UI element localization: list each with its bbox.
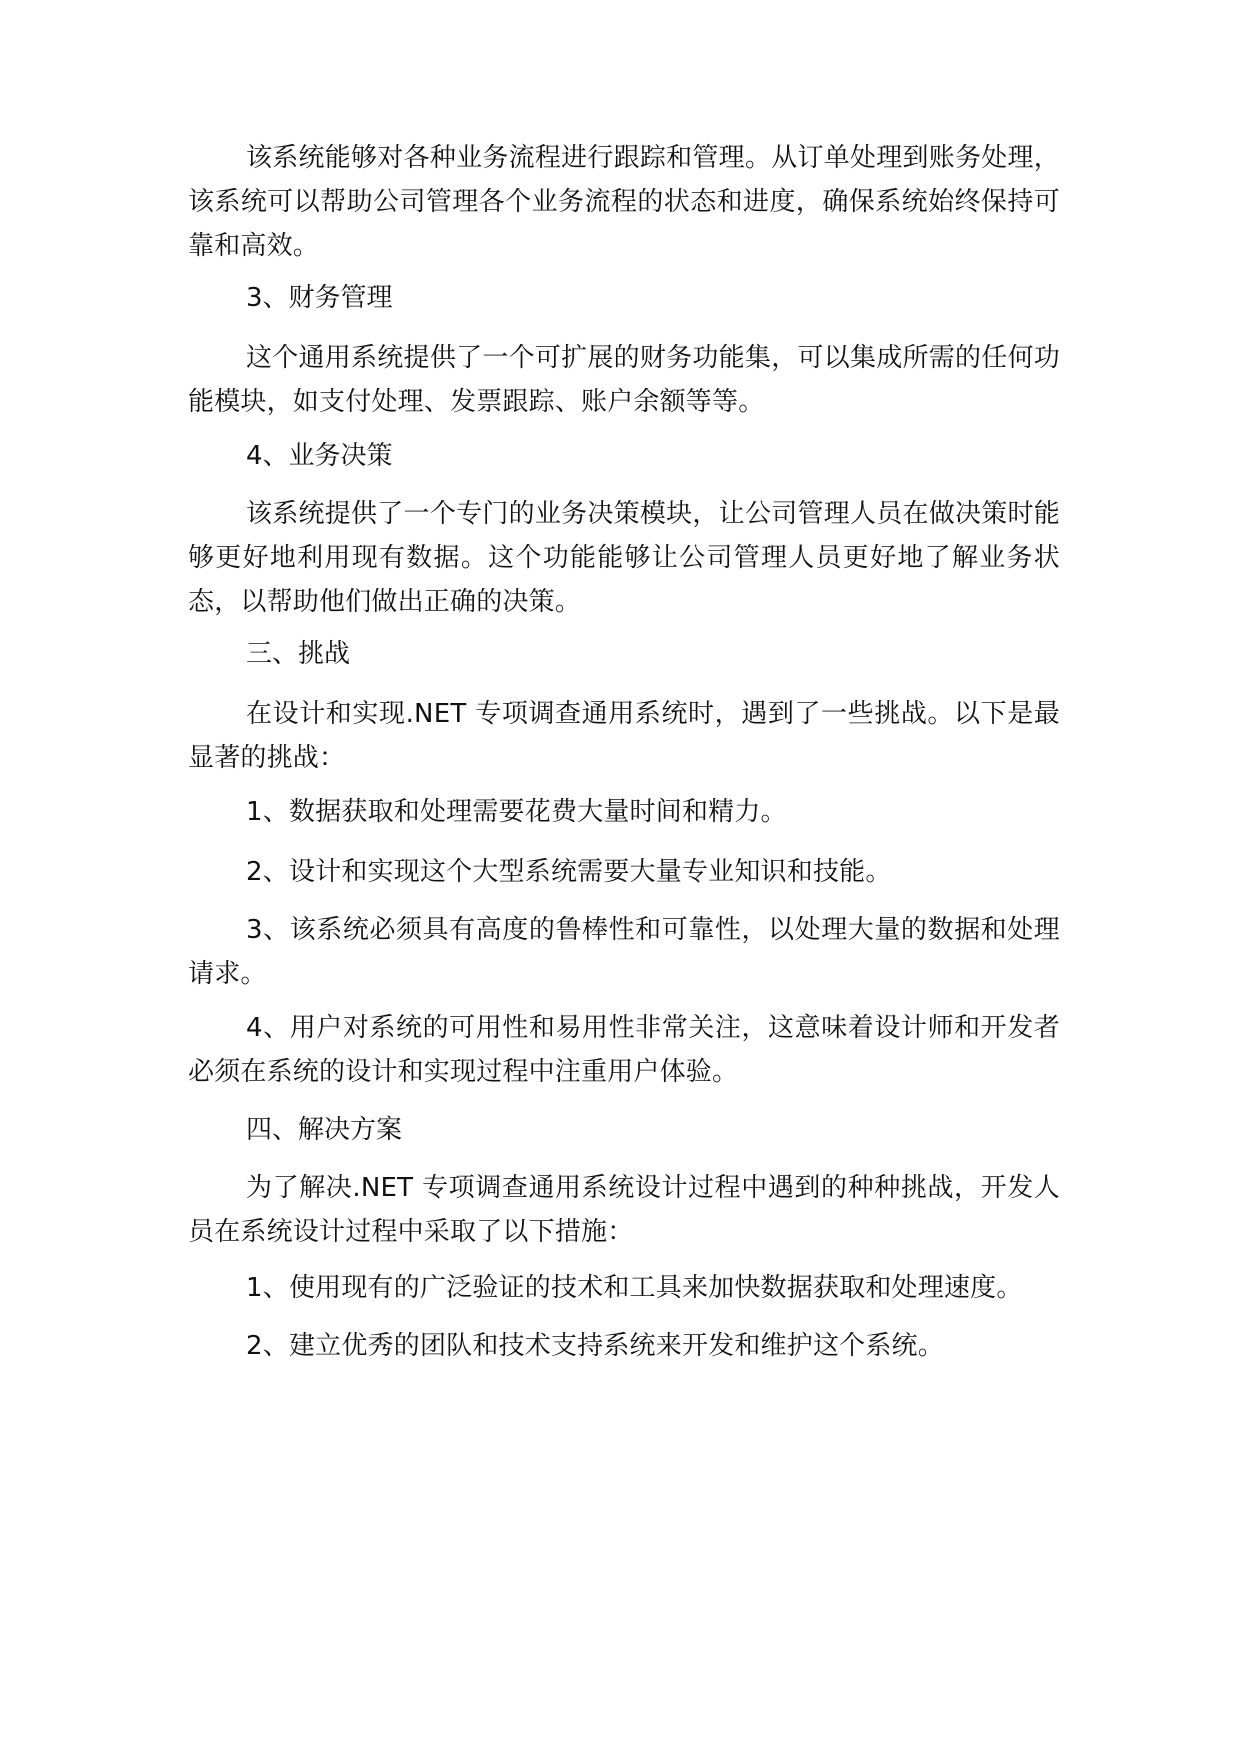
paragraph-solutions-intro: 为了解决.NET 专项调查通用系统设计过程中遇到的种种挑战，开发人员在系统设计过程中采取了以下措施： [188, 1173, 1060, 1247]
list-item-challenge-4: 4、用户对系统的可用性和易用性非常关注，这意味着设计师和开发者必须在系统的设计和实现过程中注重用户体验。 [188, 1013, 1060, 1087]
paragraph-financial-features: 这个通用系统提供了一个可扩展的财务功能集，可以集成所需的任何功能模块，如支付处理、发票跟踪、账户余额等等。 [188, 343, 1060, 417]
list-item-solution-1: 1、使用现有的广泛验证的技术和工具来加快数据获取和处理速度。 [246, 1273, 1023, 1303]
paragraph-process-tracking: 该系统能够对各种业务流程进行跟踪和管理。从订单处理到账务处理，该系统可以帮助公司管理各个业务流程的状态和进度，确保系统始终保持可靠和高效。 [188, 143, 1060, 261]
list-item-solution-2: 2、建立优秀的团队和技术支持系统来开发和维护这个系统。 [246, 1331, 944, 1361]
list-item-challenge-2: 2、设计和实现这个大型系统需要大量专业知识和技能。 [246, 857, 892, 887]
list-item-challenge-1: 1、数据获取和处理需要花费大量时间和精力。 [246, 797, 787, 827]
heading-challenges: 三、挑战 [246, 639, 351, 669]
heading-financial-management: 3、财务管理 [246, 283, 393, 313]
heading-business-decisions: 4、业务决策 [246, 441, 393, 471]
heading-solutions: 四、解决方案 [246, 1115, 403, 1145]
paragraph-decision-module: 该系统提供了一个专门的业务决策模块，让公司管理人员在做决策时能够更好地利用现有数据。这个功能能够让公司管理人员更好地了解业务状态，以帮助他们做出正确的决策。 [188, 499, 1060, 617]
list-item-challenge-3: 3、该系统必须具有高度的鲁棒性和可靠性，以处理大量的数据和处理请求。 [188, 915, 1060, 989]
paragraph-challenges-intro: 在设计和实现.NET 专项调查通用系统时，遇到了一些挑战。以下是最显著的挑战： [188, 699, 1060, 773]
